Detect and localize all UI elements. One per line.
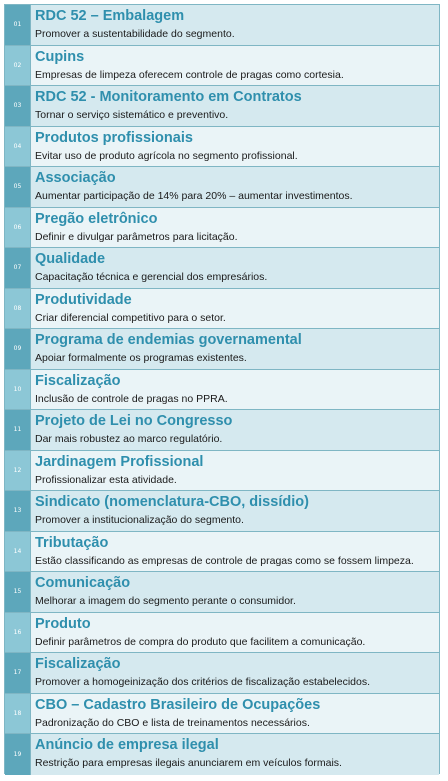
item-number: 11 [5, 410, 31, 450]
item-title: Associação [35, 170, 116, 186]
item-body [31, 46, 439, 86]
item-title: Produtividade [35, 291, 132, 308]
item-body [31, 248, 439, 288]
item-number: 14 [5, 532, 31, 572]
item-description: Tornar o serviço sistemático e preventivo. [35, 109, 229, 121]
item-number: 15 [5, 572, 31, 612]
item-description: Estão classificando as empresas de controle de pragas como se fossem limpeza. [35, 554, 414, 567]
item-description: Profissionalizar esta atividade. [35, 473, 177, 486]
item-body [31, 329, 439, 369]
item-title: Projeto de Lei no Congresso [35, 413, 233, 429]
list-item [5, 451, 439, 492]
item-title: Tributação [35, 534, 109, 551]
item-body [31, 451, 439, 491]
item-number: 10 [5, 370, 31, 410]
item-title: Comunicação [35, 575, 131, 591]
item-number: 18 [5, 694, 31, 734]
list-item [5, 734, 439, 775]
list-item [5, 208, 439, 249]
item-body [31, 694, 439, 734]
list-item [5, 127, 439, 168]
item-description: Restrição para empresas ilegais anunciarem em veículos formais. [35, 757, 342, 769]
item-number: 19 [5, 734, 31, 775]
item-title: Fiscalização [35, 372, 121, 389]
item-body [31, 491, 439, 531]
item-number: 16 [5, 613, 31, 653]
item-description: Aumentar participação de 14% para 20% – aumentar investimentos. [35, 190, 353, 202]
list-item [5, 491, 439, 532]
item-description: Apoiar formalmente os programas existentes. [35, 352, 247, 364]
item-title: Anúncio de empresa ilegal [35, 737, 219, 753]
item-number: 09 [5, 329, 31, 369]
list-item [5, 5, 439, 46]
item-body [31, 653, 439, 693]
item-description: Melhorar a imagem do segmento perante o consumidor. [35, 595, 296, 607]
item-description: Promover a homogeinização dos critérios de fiscalização estabelecidos. [35, 676, 371, 688]
item-title: Qualidade [35, 251, 106, 267]
list-item [5, 289, 439, 330]
item-number: 06 [5, 208, 31, 248]
item-number: 17 [5, 653, 31, 693]
item-body [31, 127, 439, 167]
item-body [31, 370, 439, 410]
item-description: Dar mais robustez ao marco regulatório. [35, 433, 223, 445]
item-number: 08 [5, 289, 31, 329]
item-number: 13 [5, 491, 31, 531]
item-title: Pregão eletrônico [35, 210, 158, 227]
item-body [31, 410, 439, 450]
item-number: 01 [5, 5, 31, 45]
list-item [5, 329, 439, 370]
item-title: Produto [35, 615, 91, 632]
item-description: Inclusão de controle de pragas no PPRA. [35, 392, 228, 405]
item-body [31, 572, 439, 612]
item-body [31, 289, 439, 329]
list-item [5, 532, 439, 573]
item-title: Jardinagem Profissional [35, 453, 204, 470]
item-number: 12 [5, 451, 31, 491]
item-title: Cupins [35, 48, 85, 65]
item-description: Evitar uso de produto agrícola no segmento profissional. [35, 149, 298, 162]
item-body [31, 532, 439, 572]
item-title: RDC 52 – Embalagem [35, 8, 185, 24]
item-title: Fiscalização [35, 656, 121, 672]
list-item [5, 248, 439, 289]
item-body [31, 613, 439, 653]
item-description: Padronização do CBO e lista de treinamentos necessários. [35, 716, 310, 729]
item-title: RDC 52 - Monitoramento em Contratos [35, 89, 302, 105]
item-description: Empresas de limpeza oferecem controle de pragas como cortesia. [35, 68, 344, 81]
item-body [31, 86, 439, 126]
item-body [31, 167, 439, 207]
item-number: 02 [5, 46, 31, 86]
item-body [31, 5, 439, 45]
item-title: Programa de endemias governamental [35, 332, 302, 348]
item-title: CBO – Cadastro Brasileiro de Ocupações [35, 696, 321, 713]
item-description: Promover a institucionalização do segmento. [35, 514, 244, 526]
list-item [5, 46, 439, 87]
list-item [5, 410, 439, 451]
item-body [31, 208, 439, 248]
item-title: Produtos profissionais [35, 129, 193, 146]
item-number: 07 [5, 248, 31, 288]
item-number: 03 [5, 86, 31, 126]
item-description: Definir parâmetros de compra do produto que facilitem a comunicação. [35, 635, 366, 648]
list-item [5, 694, 439, 735]
list-item [5, 653, 439, 694]
item-description: Criar diferencial competitivo para o setor. [35, 311, 226, 324]
item-number: 05 [5, 167, 31, 207]
item-body [31, 734, 439, 775]
list-item [5, 86, 439, 127]
item-description: Definir e divulgar parâmetros para licitação. [35, 230, 238, 243]
item-title: Sindicato (nomenclatura-CBO, dissídio) [35, 494, 309, 510]
priority-table [4, 4, 440, 774]
item-number: 04 [5, 127, 31, 167]
list-item [5, 370, 439, 411]
list-item [5, 572, 439, 613]
item-description: Capacitação técnica e gerencial dos empresários. [35, 271, 268, 283]
list-item [5, 167, 439, 208]
item-description: Promover a sustentabilidade do segmento. [35, 28, 235, 40]
list-item [5, 613, 439, 654]
